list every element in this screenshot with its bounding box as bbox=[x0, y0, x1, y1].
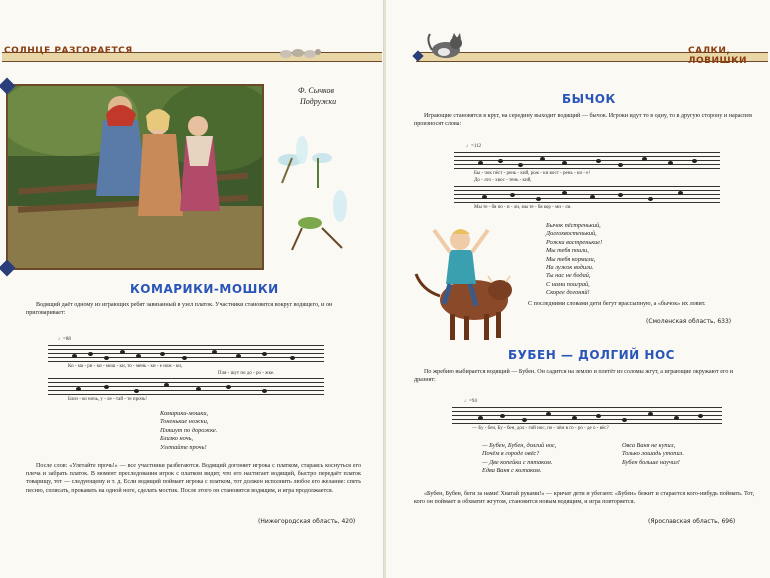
game-title-buben: БУБЕН — ДОЛГИЙ НОС bbox=[508, 348, 675, 362]
intro-text-komariki: Водящий даёт одному из играющих ребят завязанный в узел платок. Участники становятся вокруг водящего, и он приговаривает: bbox=[26, 302, 333, 317]
lyrics-bychok-1b: До - лго - хвос - тень - кий, bbox=[474, 178, 532, 183]
lyrics-bychok-2: Мы те - бя по - и - ли, мы те - бя кор - ми - ли. bbox=[474, 205, 572, 210]
body-text-komariki: После слов: «Улетайте прочь!» — все участники разбегаются. Водящий догоняет игрока с платком, стараясь коснуться его плеча и забрать платок. В момент преследования игрок с платком видит, что его настигает водящий, быстро передаёт платок товарищу, тот — следующему и т. д. Если водящий поймает игрока с платком, тот должен исполнить любое его желание: спеть песню, сплясать, прокавать на одной ноге, сделать мостик. После этого он становится водящим, и игра продолжается. bbox=[26, 463, 361, 494]
poem-buben-right: Овса Ваня не купил, Только лошадь утопил. Бубен больше научил! bbox=[622, 442, 684, 466]
painting-image bbox=[8, 86, 262, 268]
insects-illustration bbox=[262, 128, 362, 258]
boy-on-calf-illustration bbox=[404, 220, 524, 350]
source-bychok: (Смоленская область, 633) bbox=[646, 318, 732, 325]
music-staff-buben bbox=[452, 407, 722, 423]
lyrics-bychok-1: Бы - чок пёст - рень - кий, рож - ки вост - рень - ки - е! bbox=[474, 171, 591, 176]
lyrics-komariki-2: Близ - ко ночь, у - ле - тай - те прочь! bbox=[68, 397, 147, 402]
music-staff-bychok-1 bbox=[454, 152, 720, 168]
intro-text-buben: По жребию выбирается водящий — Бубен. Он садится на землю и плетёт из соломы жгут, а играющие окружают его и дразнят: bbox=[414, 369, 734, 384]
tempo-komariki: ♩=88 bbox=[58, 337, 71, 342]
tempo-bychok: ♩=112 bbox=[466, 144, 482, 149]
lyrics-buben: — Бу - бен, Бу - бен, дол - гий нос, по - чём в го - ро - де о - вёс? bbox=[472, 426, 609, 431]
source-komariki: (Нижегородская область, 420) bbox=[258, 518, 356, 525]
poem-bychok: Бычок пёстренький, Долгохвостенький, Рожки востренькие! Мы тебя поили, Мы тебя кормили, На лужок водили. Ты нас не бодай, С нами поиграй, Скорее догоняй! bbox=[546, 222, 603, 297]
tempo-buben: ♩=94 bbox=[464, 399, 477, 404]
left-running-header: СОЛНЦЕ РАЗГОРАЕТСЯ bbox=[4, 46, 133, 56]
game-title-bychok: БЫЧОК bbox=[562, 92, 616, 106]
after-text-bychok: С последними словами дети бегут врассыпную, а «бычок» их ловит. bbox=[528, 301, 706, 307]
poem-komariki: Комарики-мошки, Тоненькие ножки, Пляшут по дорожке. Близко ночь, Улетайте прочь! bbox=[160, 410, 218, 451]
right-running-header: САЛКИ, ЛОВИШКИ bbox=[688, 46, 748, 66]
cat-illustration bbox=[426, 30, 466, 60]
right-page bbox=[386, 0, 770, 578]
music-staff-komariki-2 bbox=[48, 378, 324, 394]
painting-title: Подружки bbox=[300, 97, 337, 106]
game-title-komariki: КОМАРИКИ-МОШКИ bbox=[130, 282, 279, 296]
lyrics-komariki-1: Ко - ма - ри - ки - мош - ки, то - мень - ки - е нож - ки, bbox=[68, 364, 183, 369]
body-text-buben: «Бубен, Бубен, беги за нами! Хватай руками!» — кричат дети и убегают. «Бубен» бежит и старается кого-нибудь поймать. Тот, кого он поймает и обхватит жгутом, становится новым водящим, и игра повторяется. bbox=[414, 491, 754, 506]
painting-author: Ф. Сычков bbox=[298, 86, 334, 95]
left-page bbox=[0, 0, 384, 578]
source-buben: (Ярославская область, 696) bbox=[648, 518, 736, 525]
lyrics-komariki-1b: Пля - шут по до - ро - жке. bbox=[218, 371, 275, 376]
intro-text-bychok: Играющие становятся в круг, на середину выходит водящий — бычок. Игроки идут то в одну, то в другую сторону и нараспев произносят слова: bbox=[414, 113, 752, 128]
painting-frame bbox=[6, 84, 264, 270]
mice-ornament bbox=[278, 44, 324, 60]
poem-buben-left: — Бубен, Бубен, долгий нос, Почём в городе овёс? — Две копейки с пятаком. Едва Ваня с колпаком. bbox=[482, 442, 557, 475]
